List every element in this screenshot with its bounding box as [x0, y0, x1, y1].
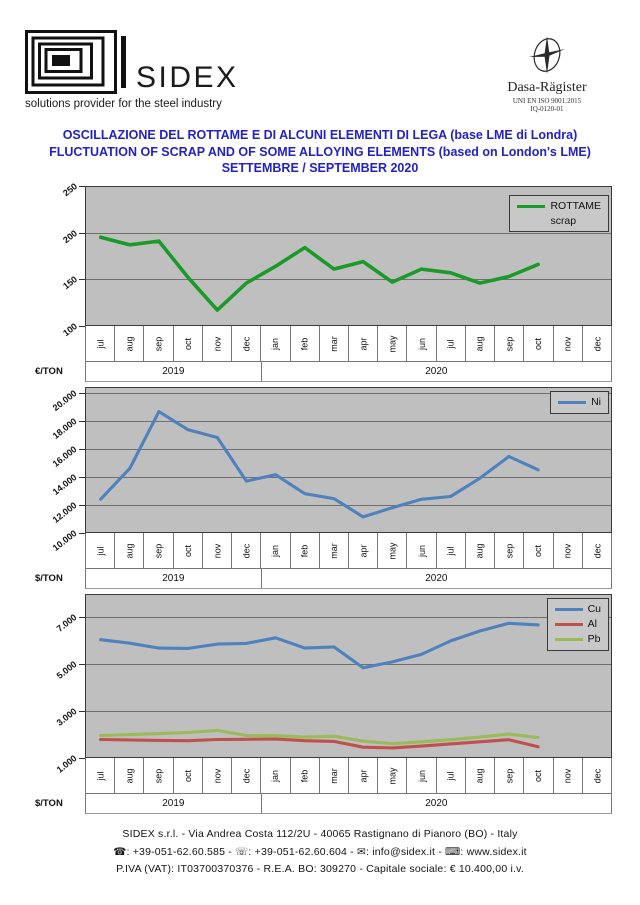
month-cell: [349, 533, 378, 568]
footer-legal: P.IVA (VAT): IT03700370376 - R.E.A. BO: 309270 - Capitale sociale: € 10.400,00 i.v.: [116, 863, 524, 875]
month-cell: [203, 326, 232, 361]
y-axis: [23, 387, 85, 589]
month-cell: [291, 326, 320, 361]
month-cell: [291, 533, 320, 568]
plot-area: [85, 594, 612, 758]
legend-line-swatch: [517, 205, 545, 208]
month-cell: [144, 533, 173, 568]
y-axis-label: 1.000: [55, 753, 80, 775]
y-axis-label: 150: [61, 274, 80, 292]
unit-label: $/TON: [35, 798, 63, 809]
month-label: aug: [474, 335, 485, 352]
legend: [550, 391, 609, 414]
month-cell: [437, 533, 466, 568]
month-cell: [583, 758, 612, 793]
legend-label: Ni: [591, 396, 601, 408]
certification-block: [483, 36, 611, 113]
month-cell: [554, 758, 583, 793]
y-axis-label: 18.000: [51, 415, 80, 441]
series-line-rottame-scrap: [101, 237, 538, 310]
month-label: oct: [533, 544, 544, 557]
month-cell: [378, 326, 407, 361]
series-line-al: [101, 739, 538, 748]
series-lines: [86, 595, 611, 757]
y-axis-label: 3.000: [55, 706, 80, 728]
month-cell: [86, 758, 115, 793]
month-label: aug: [124, 542, 135, 559]
month-label: may: [387, 334, 398, 353]
month-cell: [407, 326, 436, 361]
month-cell: [115, 758, 144, 793]
month-label: mar: [328, 335, 339, 352]
footer-address: SIDEX s.r.l. - Via Andrea Costa 112/2U - 40065 Rastignano di Pianoro (BO) - Italy: [122, 828, 518, 840]
month-cell: [495, 533, 524, 568]
month-cell: [554, 326, 583, 361]
legend-sublabel: scrap: [550, 215, 577, 227]
page-header: [25, 30, 617, 118]
y-axis: [23, 594, 85, 814]
month-cell: [320, 758, 349, 793]
month-cell: [203, 533, 232, 568]
month-label: jul: [95, 338, 106, 349]
y-axis-tick: [79, 533, 85, 534]
month-axis: [85, 758, 612, 794]
cert-id: IQ-0120-01: [530, 105, 564, 113]
month-label: may: [387, 766, 398, 785]
y-axis-label: 16.000: [51, 443, 80, 469]
month-label: sep: [153, 543, 164, 558]
month-label: jul: [445, 338, 456, 349]
y-axis-label: 14.000: [51, 471, 80, 497]
month-cell: [115, 533, 144, 568]
month-label: sep: [504, 543, 515, 558]
series-line-ni: [101, 412, 538, 517]
y-axis-label: 100: [61, 321, 80, 339]
brand-name: SIDEX: [136, 61, 239, 94]
month-cell: [174, 758, 203, 793]
month-cell: [583, 533, 612, 568]
year-cell: 2019: [86, 569, 262, 588]
footer-contacts: ☎: +39-051-62.60.585 - ☏: +39-051-62.60.604 - ✉: info@sidex.it - ⌨: www.sidex.it: [113, 845, 527, 858]
year-axis: [85, 362, 612, 382]
unit-label: $/TON: [35, 573, 63, 584]
page-footer: [0, 826, 640, 879]
charts-section: [23, 181, 617, 819]
month-cell: [232, 533, 261, 568]
month-cell: [174, 533, 203, 568]
legend-line-swatch: [555, 638, 583, 641]
unit-label: €/TON: [35, 366, 63, 377]
month-cell: [320, 326, 349, 361]
month-label: apr: [358, 336, 369, 351]
month-label: nov: [211, 336, 222, 351]
month-cell: [232, 758, 261, 793]
month-cell: [291, 758, 320, 793]
month-cell: [407, 758, 436, 793]
month-cell: [466, 533, 495, 568]
month-label: feb: [299, 544, 310, 557]
month-label: sep: [153, 768, 164, 783]
y-axis-label: 20.000: [51, 387, 80, 413]
y-axis-label: 200: [61, 227, 80, 245]
month-cell: [261, 758, 290, 793]
series-lines: [86, 388, 611, 532]
month-label: aug: [124, 335, 135, 352]
month-cell: [378, 758, 407, 793]
month-label: mar: [328, 767, 339, 784]
month-label: oct: [182, 337, 193, 350]
month-label: aug: [474, 767, 485, 784]
month-label: jun: [416, 337, 427, 350]
page-title: [0, 127, 640, 177]
month-cell: [86, 533, 115, 568]
legend-line-swatch: [558, 401, 586, 404]
month-label: may: [387, 541, 398, 560]
y-axis-tick: [79, 326, 85, 327]
legend-entry: [517, 199, 601, 214]
month-label: jun: [416, 544, 427, 557]
month-label: apr: [358, 768, 369, 783]
month-label: nov: [211, 543, 222, 558]
month-label: dec: [241, 543, 252, 558]
month-cell: [144, 326, 173, 361]
brand-tagline: solutions provider for the steel industry: [25, 98, 222, 110]
title-line-period: SETTEMBRE / SEPTEMBER 2020: [221, 161, 419, 175]
legend-line-swatch: [555, 608, 583, 611]
month-cell: [203, 758, 232, 793]
month-label: feb: [299, 769, 310, 782]
month-label: nov: [562, 768, 573, 783]
month-label: jul: [95, 770, 106, 781]
month-label: jul: [445, 545, 456, 556]
month-cell: [466, 326, 495, 361]
y-axis-label: 5.000: [55, 659, 80, 682]
y-axis-label: 7.000: [55, 612, 80, 635]
month-cell: [524, 533, 553, 568]
month-cell: [437, 326, 466, 361]
legend-entry: [555, 602, 601, 617]
month-label: jan: [270, 337, 281, 350]
month-label: jul: [445, 770, 456, 781]
month-label: aug: [124, 767, 135, 784]
legend: [509, 195, 609, 232]
month-label: nov: [562, 336, 573, 351]
month-cell: [524, 326, 553, 361]
month-cell: [407, 533, 436, 568]
month-label: oct: [533, 769, 544, 782]
month-label: dec: [241, 768, 252, 783]
month-label: dec: [591, 543, 602, 558]
month-label: jan: [270, 544, 281, 557]
month-cell: [115, 326, 144, 361]
month-label: dec: [591, 336, 602, 351]
month-label: dec: [591, 768, 602, 783]
month-label: mar: [328, 542, 339, 559]
month-label: aug: [474, 542, 485, 559]
scrap-chart: [23, 181, 617, 382]
month-cell: [320, 533, 349, 568]
month-cell: [232, 326, 261, 361]
legend-entry: [555, 617, 601, 632]
plot-area: [85, 186, 612, 326]
legend-label: Cu: [587, 603, 601, 615]
month-label: jun: [416, 769, 427, 782]
legend-label: Al: [587, 618, 597, 630]
year-cell: 2020: [262, 569, 612, 588]
legend-label: ROTTAME: [550, 200, 601, 212]
month-label: jan: [270, 769, 281, 782]
y-axis-label: 12.000: [51, 499, 80, 525]
month-cell: [174, 326, 203, 361]
legend-label: Pb: [587, 633, 601, 645]
month-cell: [554, 533, 583, 568]
month-label: oct: [182, 769, 193, 782]
month-label: nov: [211, 768, 222, 783]
month-label: feb: [299, 337, 310, 350]
legend-entry: [555, 632, 601, 647]
month-cell: [261, 326, 290, 361]
month-cell: [583, 326, 612, 361]
y-axis-label: 10.000: [51, 528, 80, 553]
month-cell: [349, 326, 378, 361]
y-axis-tick: [79, 758, 85, 759]
year-cell: 2020: [262, 362, 612, 381]
month-cell: [349, 758, 378, 793]
title-line-italian: OSCILLAZIONE DEL ROTTAME E DI ALCUNI ELEMENTI DI LEGA (base LME di Londra): [62, 128, 578, 142]
series-line-cu: [101, 623, 538, 668]
plot-area: [85, 387, 612, 533]
year-axis: [85, 569, 612, 589]
legend-entry: [558, 395, 601, 410]
cu-al-pb-chart: [23, 594, 617, 814]
month-cell: [144, 758, 173, 793]
month-cell: [466, 758, 495, 793]
month-cell: [261, 533, 290, 568]
month-axis: [85, 326, 612, 362]
y-axis-label: 250: [61, 181, 80, 199]
month-cell: [524, 758, 553, 793]
y-axis: [23, 181, 85, 382]
month-cell: [86, 326, 115, 361]
month-label: oct: [533, 337, 544, 350]
year-cell: 2019: [86, 362, 262, 381]
month-label: oct: [182, 544, 193, 557]
month-label: sep: [153, 336, 164, 351]
month-label: jul: [95, 545, 106, 556]
title-line-english: FLUCTUATION OF SCRAP AND OF SOME ALLOYING ELEMENTS (based on London's LME): [49, 144, 591, 159]
month-label: apr: [358, 543, 369, 558]
month-label: nov: [562, 543, 573, 558]
year-cell: 2020: [262, 794, 612, 813]
month-label: sep: [504, 768, 515, 783]
month-cell: [495, 326, 524, 361]
month-label: dec: [241, 336, 252, 351]
dasa-register-icon: [524, 36, 570, 74]
cert-standard: UNI EN ISO 9001:2015: [512, 97, 582, 105]
year-cell: 2019: [86, 794, 262, 813]
legend: [547, 598, 609, 651]
year-axis: [85, 794, 612, 814]
month-axis: [85, 533, 612, 569]
nickel-chart: [23, 387, 617, 589]
month-cell: [378, 533, 407, 568]
month-label: sep: [504, 336, 515, 351]
cert-name: Dasa-Rägister: [507, 80, 587, 95]
month-cell: [495, 758, 524, 793]
sidex-logo-icon: [25, 30, 129, 94]
month-cell: [437, 758, 466, 793]
legend-line-swatch: [555, 623, 583, 626]
